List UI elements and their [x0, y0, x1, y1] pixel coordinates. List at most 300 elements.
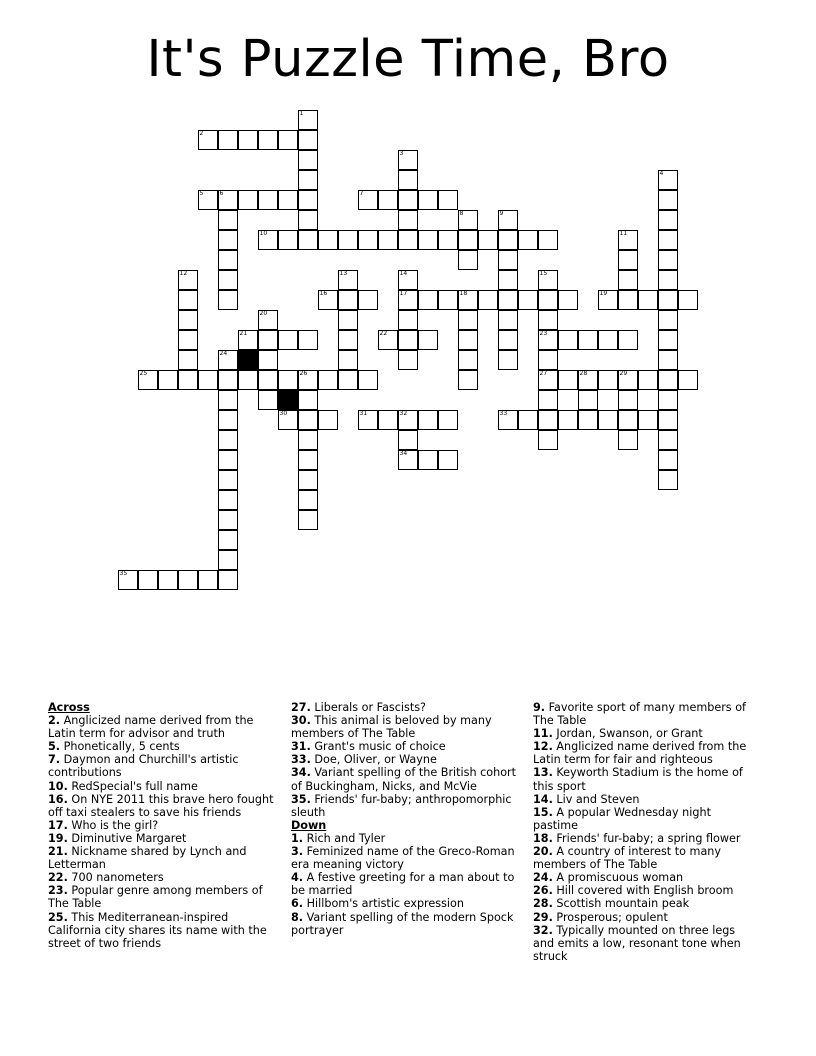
grid-cell[interactable] — [398, 290, 418, 310]
grid-cell[interactable] — [618, 430, 638, 450]
grid-cell[interactable] — [538, 350, 558, 370]
grid-cell[interactable] — [458, 290, 478, 310]
grid-cell[interactable] — [118, 570, 138, 590]
grid-cell[interactable] — [458, 330, 478, 350]
clue — [533, 701, 759, 727]
grid-cell[interactable] — [178, 330, 198, 350]
clue-number-label: 31. — [291, 740, 311, 754]
grid-cell[interactable] — [258, 230, 278, 250]
grid-cell[interactable] — [658, 270, 678, 290]
grid-cell[interactable] — [658, 230, 678, 250]
clue — [48, 714, 276, 740]
grid-cell[interactable] — [378, 190, 398, 210]
grid-cell[interactable] — [618, 230, 638, 250]
grid-cell[interactable] — [258, 370, 278, 390]
grid-cell[interactable] — [338, 350, 358, 370]
clue-text: Jordan, Swanson, or Grant — [556, 727, 703, 741]
clue — [533, 766, 759, 792]
clue-text: Friends' fur-baby; anthropomorphic sleuth — [291, 792, 512, 819]
black-square — [238, 350, 258, 370]
grid-cell[interactable] — [678, 290, 698, 310]
clue-number: 9 — [499, 209, 504, 217]
grid-cell[interactable] — [218, 570, 238, 590]
down-clues-column-3 — [533, 701, 759, 963]
grid-cell[interactable] — [498, 410, 518, 430]
grid-cell[interactable] — [438, 410, 458, 430]
grid-cell[interactable] — [298, 150, 318, 170]
clue-text: Who is the girl? — [71, 818, 159, 832]
grid-cell[interactable] — [298, 390, 318, 410]
grid-cell[interactable] — [638, 290, 658, 310]
clue-number: 20 — [259, 309, 268, 317]
clue-number: 33 — [499, 409, 508, 417]
page-title: It's Puzzle Time, Bro — [146, 30, 670, 89]
grid-cell[interactable] — [438, 230, 458, 250]
clue-number-label: 33. — [291, 753, 311, 767]
grid-cell[interactable] — [258, 190, 278, 210]
grid-cell[interactable] — [418, 290, 438, 310]
clue — [291, 871, 521, 897]
clue-text: A popular Wednesday night pastime — [533, 805, 711, 832]
grid-cell[interactable] — [258, 130, 278, 150]
grid-cell[interactable] — [298, 190, 318, 210]
clue-number: 4 — [659, 169, 664, 177]
clue-number-label: 20. — [533, 845, 553, 859]
grid-cell[interactable] — [598, 410, 618, 430]
clue — [291, 832, 521, 845]
clue-number-label: 21. — [48, 845, 68, 859]
grid-cell[interactable] — [398, 310, 418, 330]
grid-cell[interactable] — [258, 330, 278, 350]
grid-cell[interactable] — [278, 330, 298, 350]
grid-cell[interactable] — [218, 450, 238, 470]
grid-cell[interactable] — [498, 230, 518, 250]
grid-cell[interactable] — [178, 570, 198, 590]
clue-number-label: 12. — [533, 740, 553, 754]
clue-number-label: 9. — [533, 701, 546, 714]
grid-cell[interactable] — [618, 290, 638, 310]
clue-number: 2 — [199, 129, 204, 137]
clue-text: Keyworth Stadium is the home of this sport — [533, 766, 743, 793]
grid-cell[interactable] — [278, 370, 298, 390]
grid-cell[interactable] — [298, 410, 318, 430]
clue-number: 11 — [619, 229, 628, 237]
clue-number: 17 — [399, 289, 408, 297]
grid-cell[interactable] — [358, 370, 378, 390]
clue — [533, 740, 759, 766]
grid-cell[interactable] — [398, 330, 418, 350]
grid-cell[interactable] — [658, 430, 678, 450]
grid-cell[interactable] — [558, 410, 578, 430]
grid-cell[interactable] — [658, 330, 678, 350]
grid-cell[interactable] — [138, 570, 158, 590]
grid-cell[interactable] — [498, 210, 518, 230]
grid-cell[interactable] — [298, 370, 318, 390]
grid-cell[interactable] — [218, 490, 238, 510]
grid-cell[interactable] — [618, 270, 638, 290]
grid-cell[interactable] — [258, 350, 278, 370]
grid-cell[interactable] — [598, 370, 618, 390]
grid-cell[interactable] — [538, 430, 558, 450]
grid-cell[interactable] — [678, 370, 698, 390]
grid-cell[interactable] — [178, 270, 198, 290]
clue — [291, 766, 521, 792]
clue-number: 14 — [399, 269, 408, 277]
grid-cell[interactable] — [578, 390, 598, 410]
grid-cell[interactable] — [378, 230, 398, 250]
clue-number: 16 — [319, 289, 328, 297]
clue-number-label: 25. — [48, 910, 68, 924]
grid-cell[interactable] — [598, 290, 618, 310]
grid-cell[interactable] — [578, 410, 598, 430]
grid-cell[interactable] — [478, 230, 498, 250]
grid-cell[interactable] — [658, 170, 678, 190]
clue-number-label: 10. — [48, 779, 68, 793]
grid-cell[interactable] — [638, 370, 658, 390]
grid-cell[interactable] — [238, 330, 258, 350]
grid-cell[interactable] — [398, 450, 418, 470]
clue — [291, 740, 521, 753]
clue-text: A festive greeting for a man about to be married — [291, 871, 515, 898]
grid-cell[interactable] — [398, 410, 418, 430]
across-clue-list — [48, 714, 276, 950]
grid-cell[interactable] — [358, 290, 378, 310]
grid-cell[interactable] — [218, 430, 238, 450]
clue — [48, 871, 276, 884]
clue-number-label: 14. — [533, 792, 553, 806]
grid-cell[interactable] — [218, 350, 238, 370]
grid-cell[interactable] — [538, 270, 558, 290]
grid-cell[interactable] — [418, 450, 438, 470]
grid-cell[interactable] — [438, 450, 458, 470]
grid-cell[interactable] — [418, 230, 438, 250]
grid-cell[interactable] — [658, 290, 678, 310]
clue-number-label: 19. — [48, 831, 68, 845]
clue-text: Variant spelling of the British cohort of Buckingham, Nicks, and McVie — [291, 766, 517, 793]
grid-cell[interactable] — [178, 350, 198, 370]
clue — [533, 793, 759, 806]
clue — [533, 806, 759, 832]
grid-cell[interactable] — [218, 230, 238, 250]
grid-cell[interactable] — [398, 190, 418, 210]
clue-number-label: 8. — [291, 910, 304, 924]
grid-cell[interactable] — [298, 450, 318, 470]
grid-cell[interactable] — [298, 490, 318, 510]
clue-number: 6 — [219, 189, 224, 197]
across-header: Across — [48, 701, 90, 714]
grid-cell[interactable] — [578, 330, 598, 350]
grid-cell[interactable] — [558, 370, 578, 390]
grid-cell[interactable] — [658, 310, 678, 330]
grid-cell[interactable] — [458, 370, 478, 390]
grid-cell[interactable] — [458, 210, 478, 230]
grid-cell[interactable] — [618, 370, 638, 390]
clue-text: Popular genre among members of The Table — [48, 884, 263, 911]
grid-cell[interactable] — [218, 530, 238, 550]
grid-cell[interactable] — [378, 330, 398, 350]
clue-number-label: 6. — [291, 897, 304, 911]
clue-number: 19 — [599, 289, 608, 297]
grid-cell[interactable] — [298, 110, 318, 130]
grid-cell[interactable] — [498, 270, 518, 290]
grid-cell[interactable] — [398, 210, 418, 230]
grid-cell[interactable] — [218, 370, 238, 390]
grid-cell[interactable] — [398, 350, 418, 370]
grid-cell[interactable] — [298, 230, 318, 250]
grid-cell[interactable] — [418, 410, 438, 430]
grid-cell[interactable] — [298, 170, 318, 190]
clue-number-label: 28. — [533, 897, 553, 911]
clue-number: 10 — [259, 229, 268, 237]
grid-cell[interactable] — [518, 410, 538, 430]
grid-cell[interactable] — [538, 390, 558, 410]
clue-text: Anglicized name derived from the Latin term for fair and righteous — [533, 740, 747, 767]
clue-number: 8 — [459, 209, 464, 217]
grid-cell[interactable] — [418, 330, 438, 350]
grid-cell[interactable] — [658, 410, 678, 430]
clue-number: 7 — [359, 189, 364, 197]
clue — [533, 727, 759, 740]
grid-cell[interactable] — [218, 510, 238, 530]
clue-number-label: 11. — [533, 727, 553, 741]
clue-number: 22 — [379, 329, 388, 337]
clue — [533, 832, 759, 845]
grid-cell[interactable] — [598, 330, 618, 350]
grid-cell[interactable] — [358, 190, 378, 210]
grid-cell[interactable] — [218, 470, 238, 490]
grid-cell[interactable] — [158, 370, 178, 390]
grid-cell[interactable] — [618, 250, 638, 270]
clue-number: 28 — [579, 369, 588, 377]
grid-cell[interactable] — [398, 430, 418, 450]
grid-cell[interactable] — [538, 330, 558, 350]
grid-cell[interactable] — [218, 130, 238, 150]
grid-cell[interactable] — [198, 190, 218, 210]
grid-cell[interactable] — [578, 370, 598, 390]
grid-cell[interactable] — [618, 410, 638, 430]
clue-number-label: 16. — [48, 792, 68, 806]
grid-cell[interactable] — [618, 390, 638, 410]
grid-cell[interactable] — [398, 150, 418, 170]
grid-cell[interactable] — [138, 370, 158, 390]
clue — [48, 884, 276, 910]
grid-cell[interactable] — [518, 290, 538, 310]
clue-number: 18 — [459, 289, 468, 297]
grid-cell[interactable] — [198, 130, 218, 150]
grid-cell[interactable] — [218, 270, 238, 290]
clue-text: Phonetically, 5 cents — [63, 740, 180, 754]
grid-cell[interactable] — [278, 410, 298, 430]
grid-cell[interactable] — [358, 410, 378, 430]
grid-cell[interactable] — [258, 390, 278, 410]
clue-text: Doe, Oliver, or Wayne — [314, 753, 437, 767]
grid-cell[interactable] — [298, 510, 318, 530]
clue — [291, 793, 521, 819]
clue-number: 31 — [359, 409, 368, 417]
clue — [48, 753, 276, 779]
grid-cell[interactable] — [658, 450, 678, 470]
grid-cell[interactable] — [398, 230, 418, 250]
clue-number: 13 — [339, 269, 348, 277]
grid-cell[interactable] — [318, 370, 338, 390]
grid-cell[interactable] — [458, 250, 478, 270]
clue-number: 32 — [399, 409, 408, 417]
clue-text: Anglicized name derived from the Latin term for advisor and truth — [48, 714, 254, 741]
clue — [533, 911, 759, 924]
grid-cell[interactable] — [438, 290, 458, 310]
grid-cell[interactable] — [658, 350, 678, 370]
grid-cell[interactable] — [338, 230, 358, 250]
clue-number-label: 15. — [533, 805, 553, 819]
clue-text: Variant spelling of the modern Spock portrayer — [291, 910, 514, 937]
clue-text: Favorite sport of many members of The Table — [533, 701, 746, 728]
grid-cell[interactable] — [658, 190, 678, 210]
clue — [48, 832, 276, 845]
grid-cell[interactable] — [458, 310, 478, 330]
clue-text: RedSpecial's full name — [71, 779, 198, 793]
clue — [48, 793, 276, 819]
clue-text: Friends' fur-baby; a spring flower — [556, 831, 741, 845]
grid-cell[interactable] — [218, 190, 238, 210]
clue-number: 26 — [299, 369, 308, 377]
grid-cell[interactable] — [498, 310, 518, 330]
clue-number: 24 — [219, 349, 228, 357]
clue-text: This animal is beloved by many members of The Table — [291, 714, 492, 741]
grid-cell[interactable] — [398, 270, 418, 290]
grid-cell[interactable] — [178, 290, 198, 310]
clue — [291, 753, 521, 766]
grid-cell[interactable] — [538, 290, 558, 310]
grid-cell[interactable] — [378, 410, 398, 430]
grid-cell[interactable] — [218, 290, 238, 310]
grid-cell[interactable] — [538, 370, 558, 390]
grid-cell[interactable] — [538, 410, 558, 430]
clue-text: A country of interest to many members of The Table — [533, 845, 722, 872]
grid-cell[interactable] — [218, 390, 238, 410]
grid-cell[interactable] — [338, 290, 358, 310]
grid-cell[interactable] — [218, 550, 238, 570]
clue-number-label: 3. — [291, 845, 304, 859]
grid-cell[interactable] — [278, 130, 298, 150]
grid-cell[interactable] — [458, 350, 478, 370]
clue-text: Liv and Steven — [556, 792, 640, 806]
grid-cell[interactable] — [658, 470, 678, 490]
grid-cell[interactable] — [238, 130, 258, 150]
clue-text: Scottish mountain peak — [556, 897, 690, 911]
grid-cell[interactable] — [238, 190, 258, 210]
grid-cell[interactable] — [538, 230, 558, 250]
clue-number: 23 — [539, 329, 548, 337]
clue-number-label: 13. — [533, 766, 553, 780]
grid-cell[interactable] — [498, 330, 518, 350]
grid-cell[interactable] — [338, 310, 358, 330]
grid-cell[interactable] — [498, 250, 518, 270]
clue-number-label: 32. — [533, 923, 553, 937]
grid-cell[interactable] — [178, 310, 198, 330]
clue — [533, 884, 759, 897]
grid-cell[interactable] — [218, 250, 238, 270]
clue-number-label: 4. — [291, 871, 304, 885]
grid-cell[interactable] — [518, 230, 538, 250]
clue — [533, 897, 759, 910]
grid-cell[interactable] — [338, 270, 358, 290]
grid-cell[interactable] — [658, 210, 678, 230]
grid-cell[interactable] — [338, 370, 358, 390]
grid-cell[interactable] — [318, 410, 338, 430]
grid-cell[interactable] — [618, 330, 638, 350]
grid-cell[interactable] — [558, 330, 578, 350]
clue-number-label: 27. — [291, 701, 311, 714]
clue-number-label: 24. — [533, 871, 553, 885]
grid-cell[interactable] — [198, 570, 218, 590]
grid-cell[interactable] — [298, 330, 318, 350]
clue-number-label: 30. — [291, 714, 311, 728]
grid-cell[interactable] — [258, 310, 278, 330]
clue-number-label: 26. — [533, 884, 553, 898]
grid-cell[interactable] — [318, 290, 338, 310]
clue-text: Nickname shared by Lynch and Letterman — [48, 845, 247, 872]
clue-number: 27 — [539, 369, 548, 377]
grid-cell[interactable] — [358, 230, 378, 250]
grid-cell[interactable] — [538, 310, 558, 330]
grid-cell[interactable] — [558, 290, 578, 310]
clue — [291, 701, 521, 714]
grid-cell[interactable] — [198, 370, 218, 390]
grid-cell[interactable] — [178, 370, 198, 390]
grid-cell[interactable] — [658, 390, 678, 410]
grid-cell[interactable] — [318, 230, 338, 250]
clue-number-label: 29. — [533, 910, 553, 924]
grid-cell[interactable] — [298, 470, 318, 490]
clue — [291, 911, 521, 937]
clue-number: 3 — [399, 149, 404, 157]
clue — [48, 740, 276, 753]
grid-cell[interactable] — [418, 190, 438, 210]
clue-number-label: 7. — [48, 753, 61, 767]
grid-cell[interactable] — [638, 410, 658, 430]
clue-number: 25 — [139, 369, 148, 377]
clue-number: 29 — [619, 369, 628, 377]
clue — [533, 924, 759, 963]
down-clue-list — [291, 832, 521, 937]
grid-cell[interactable] — [278, 230, 298, 250]
grid-cell[interactable] — [278, 190, 298, 210]
grid-cell[interactable] — [218, 410, 238, 430]
clue-number: 21 — [239, 329, 248, 337]
grid-cell[interactable] — [658, 250, 678, 270]
grid-cell[interactable] — [298, 210, 318, 230]
clue-text: Diminutive Margaret — [71, 831, 187, 845]
clue-number: 30 — [279, 409, 288, 417]
grid-cell[interactable] — [498, 350, 518, 370]
clue-text: Prosperous; opulent — [556, 910, 668, 924]
grid-cell[interactable] — [218, 210, 238, 230]
grid-cell[interactable] — [338, 330, 358, 350]
grid-cell[interactable] — [438, 190, 458, 210]
grid-cell[interactable] — [498, 290, 518, 310]
grid-cell[interactable] — [398, 170, 418, 190]
grid-cell[interactable] — [658, 370, 678, 390]
clue-number-label: 1. — [291, 831, 304, 845]
grid-cell[interactable] — [478, 290, 498, 310]
grid-cell[interactable] — [158, 570, 178, 590]
grid-cell[interactable] — [298, 130, 318, 150]
grid-cell[interactable] — [238, 370, 258, 390]
clue-text: Rich and Tyler — [306, 831, 386, 845]
grid-cell[interactable] — [298, 430, 318, 450]
clue-text: 700 nanometers — [71, 871, 164, 885]
grid-cell[interactable] — [458, 230, 478, 250]
